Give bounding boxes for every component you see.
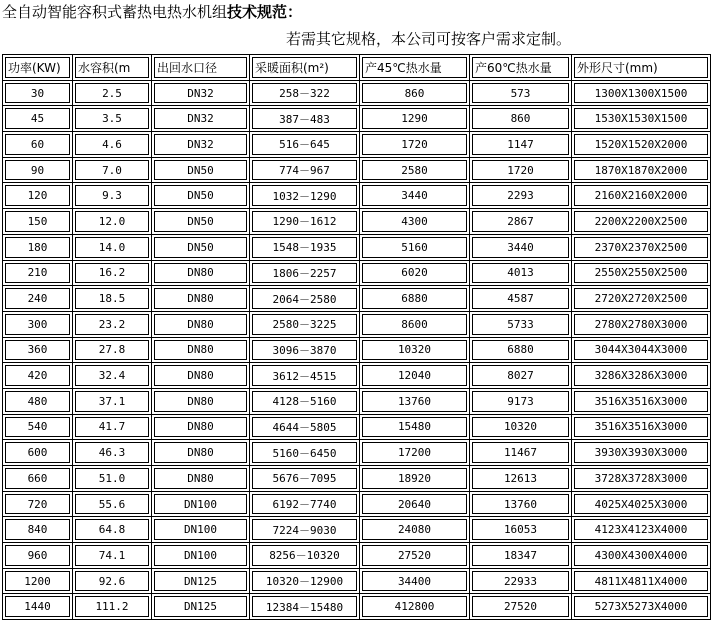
table-cell: 1440	[3, 594, 73, 620]
table-cell: 480	[3, 388, 73, 414]
table-cell: 540	[3, 414, 73, 440]
table-cell: 13760	[360, 388, 470, 414]
table-row	[3, 440, 711, 466]
table-cell: DN32	[152, 80, 250, 106]
table-cell: DN80	[152, 414, 250, 440]
table-cell: DN100	[152, 491, 250, 517]
table-cell: 4128－5160	[250, 388, 360, 414]
table-row	[3, 286, 711, 312]
table-cell: 840	[3, 517, 73, 543]
table-cell: 3930X3930X3000	[572, 440, 711, 466]
table-cell: 27520	[360, 543, 470, 569]
table-cell: 1290	[360, 106, 470, 132]
table-row	[3, 543, 711, 569]
table-cell: 3044X3044X3000	[572, 337, 711, 363]
table-cell: DN80	[152, 440, 250, 466]
table-cell: 720	[3, 491, 73, 517]
table-cell: DN50	[152, 234, 250, 260]
table-cell: 7.0	[73, 157, 152, 183]
table-cell: 90	[3, 157, 73, 183]
table-cell: 12040	[360, 363, 470, 389]
table-cell: 37.1	[73, 388, 152, 414]
table-cell: 1300X1300X1500	[572, 80, 711, 106]
table-cell: DN50	[152, 157, 250, 183]
table-cell: 18.5	[73, 286, 152, 312]
table-cell: 120	[3, 183, 73, 209]
table-cell: DN32	[152, 106, 250, 132]
table-row	[3, 80, 711, 106]
table-row	[3, 466, 711, 492]
table-cell: 3096－3870	[250, 337, 360, 363]
table-cell: 111.2	[73, 594, 152, 620]
column-header: 水容积(m	[73, 55, 152, 81]
table-cell: 3516X3516X3000	[572, 414, 711, 440]
table-cell: 6020	[360, 260, 470, 286]
table-cell: 74.1	[73, 543, 152, 569]
table-cell: 1032－1290	[250, 183, 360, 209]
table-cell: 27.8	[73, 337, 152, 363]
table-cell: DN125	[152, 568, 250, 594]
table-cell: 16053	[470, 517, 572, 543]
table-cell: 1520X1520X2000	[572, 132, 711, 158]
table-cell: 32.4	[73, 363, 152, 389]
table-body	[3, 80, 711, 619]
table-cell: 12384－15480	[250, 594, 360, 620]
table-cell: DN80	[152, 466, 250, 492]
table-row	[3, 183, 711, 209]
table-cell: 4587	[470, 286, 572, 312]
table-cell: 420	[3, 363, 73, 389]
table-cell: 16.2	[73, 260, 152, 286]
column-header: 产45℃热水量	[360, 55, 470, 81]
table-cell: 4300	[360, 209, 470, 235]
table-header-row	[3, 55, 711, 81]
table-cell: 660	[3, 466, 73, 492]
table-cell: 2160X2160X2000	[572, 183, 711, 209]
table-row	[3, 491, 711, 517]
table-cell: DN100	[152, 543, 250, 569]
table-cell: 8600	[360, 311, 470, 337]
table-cell: 4300X4300X4000	[572, 543, 711, 569]
table-cell: 3440	[470, 234, 572, 260]
table-cell: 1870X1870X2000	[572, 157, 711, 183]
table-cell: 5273X5273X4000	[572, 594, 711, 620]
table-cell: 92.6	[73, 568, 152, 594]
table-cell: 2064－2580	[250, 286, 360, 312]
table-cell: 64.8	[73, 517, 152, 543]
table-cell: 4025X4025X3000	[572, 491, 711, 517]
table-cell: 774－967	[250, 157, 360, 183]
table-cell: 860	[360, 80, 470, 106]
table-cell: 2.5	[73, 80, 152, 106]
table-cell: 600	[3, 440, 73, 466]
table-cell: DN80	[152, 311, 250, 337]
table-cell: 6880	[360, 286, 470, 312]
table-cell: 13760	[470, 491, 572, 517]
spec-table	[2, 54, 711, 620]
table-row	[3, 363, 711, 389]
document-title	[2, 2, 302, 22]
table-cell: DN125	[152, 594, 250, 620]
column-header: 外形尺寸(mm)	[572, 55, 711, 81]
table-cell: 27520	[470, 594, 572, 620]
table-cell: 41.7	[73, 414, 152, 440]
title-main: 全自动智能容积式蓄热电热水机组	[2, 3, 228, 21]
table-cell: 240	[3, 286, 73, 312]
table-cell: 45	[3, 106, 73, 132]
table-cell: 24080	[360, 517, 470, 543]
table-cell: 412800	[360, 594, 470, 620]
table-cell: 2867	[470, 209, 572, 235]
table-cell: 20640	[360, 491, 470, 517]
table-cell: 15480	[360, 414, 470, 440]
table-cell: 180	[3, 234, 73, 260]
title-bold: 技术规范：	[227, 3, 303, 21]
table-cell: 51.0	[73, 466, 152, 492]
table-cell: 2370X2370X2500	[572, 234, 711, 260]
table-cell: 46.3	[73, 440, 152, 466]
table-cell: 1530X1530X1500	[572, 106, 711, 132]
table-row	[3, 209, 711, 235]
table-cell: 2580	[360, 157, 470, 183]
table-cell: 2550X2550X2500	[572, 260, 711, 286]
table-cell: 18347	[470, 543, 572, 569]
table-row	[3, 337, 711, 363]
table-cell: 5676－7095	[250, 466, 360, 492]
table-cell: 4123X4123X4000	[572, 517, 711, 543]
table-cell: DN32	[152, 132, 250, 158]
column-header: 产60℃热水量	[470, 55, 572, 81]
table-cell: DN50	[152, 183, 250, 209]
table-row	[3, 157, 711, 183]
table-cell: DN80	[152, 337, 250, 363]
table-cell: 360	[3, 337, 73, 363]
table-cell: 860	[470, 106, 572, 132]
table-cell: 2720X2720X2500	[572, 286, 711, 312]
column-header: 出回水口径	[152, 55, 250, 81]
table-cell: 573	[470, 80, 572, 106]
table-cell: DN80	[152, 286, 250, 312]
table-cell: 60	[3, 132, 73, 158]
table-cell: 1720	[470, 157, 572, 183]
table-cell: DN50	[152, 209, 250, 235]
table-cell: 5733	[470, 311, 572, 337]
table-row	[3, 517, 711, 543]
table-cell: 9.3	[73, 183, 152, 209]
table-row	[3, 106, 711, 132]
table-cell: 210	[3, 260, 73, 286]
table-cell: 4013	[470, 260, 572, 286]
table-cell: 7224－9030	[250, 517, 360, 543]
table-cell: 17200	[360, 440, 470, 466]
table-cell: 1720	[360, 132, 470, 158]
table-cell: 150	[3, 209, 73, 235]
table-row	[3, 311, 711, 337]
table-cell: 4811X4811X4000	[572, 568, 711, 594]
table-row	[3, 388, 711, 414]
table-cell: 8256－10320	[250, 543, 360, 569]
table-cell: 18920	[360, 466, 470, 492]
document-subtitle: 若需其它规格，本公司可按客户需求定制。	[286, 30, 572, 48]
table-cell: 23.2	[73, 311, 152, 337]
table-cell: 3516X3516X3000	[572, 388, 711, 414]
table-cell: 3612－4515	[250, 363, 360, 389]
table-cell: 12613	[470, 466, 572, 492]
table-cell: DN100	[152, 517, 250, 543]
table-row	[3, 234, 711, 260]
table-row	[3, 594, 711, 620]
table-row	[3, 414, 711, 440]
table-cell: 3.5	[73, 106, 152, 132]
table-cell: 1548－1935	[250, 234, 360, 260]
table-cell: 6192－7740	[250, 491, 360, 517]
table-cell: 3286X3286X3000	[572, 363, 711, 389]
table-cell: 2200X2200X2500	[572, 209, 711, 235]
table-cell: 30	[3, 80, 73, 106]
table-cell: 11467	[470, 440, 572, 466]
table-cell: 10320	[360, 337, 470, 363]
table-cell: 516－645	[250, 132, 360, 158]
table-cell: 300	[3, 311, 73, 337]
table-row	[3, 568, 711, 594]
table-cell: 4644－5805	[250, 414, 360, 440]
table-cell: 1200	[3, 568, 73, 594]
table-cell: 2293	[470, 183, 572, 209]
table-cell: 1290－1612	[250, 209, 360, 235]
table-cell: 34400	[360, 568, 470, 594]
table-cell: 12.0	[73, 209, 152, 235]
column-header: 采暖面积(m²)	[250, 55, 360, 81]
table-cell: 10320	[470, 414, 572, 440]
table-cell: DN80	[152, 260, 250, 286]
table-cell: 2580－3225	[250, 311, 360, 337]
table-cell: 6880	[470, 337, 572, 363]
table-cell: 1147	[470, 132, 572, 158]
table-cell: 4.6	[73, 132, 152, 158]
table-cell: 14.0	[73, 234, 152, 260]
table-cell: 8027	[470, 363, 572, 389]
table-cell: 10320－12900	[250, 568, 360, 594]
table-cell: DN80	[152, 388, 250, 414]
table-cell: 55.6	[73, 491, 152, 517]
table-cell: 5160	[360, 234, 470, 260]
table-cell: 258－322	[250, 80, 360, 106]
column-header: 功率(KW)	[3, 55, 73, 81]
table-row	[3, 260, 711, 286]
table-cell: 22933	[470, 568, 572, 594]
table-cell: 5160－6450	[250, 440, 360, 466]
table-cell: 3440	[360, 183, 470, 209]
table-cell: DN80	[152, 363, 250, 389]
table-cell: 2780X2780X3000	[572, 311, 711, 337]
table-cell: 9173	[470, 388, 572, 414]
table-cell: 960	[3, 543, 73, 569]
table-cell: 1806－2257	[250, 260, 360, 286]
table-cell: 387－483	[250, 106, 360, 132]
table-cell: 3728X3728X3000	[572, 466, 711, 492]
table-row	[3, 132, 711, 158]
